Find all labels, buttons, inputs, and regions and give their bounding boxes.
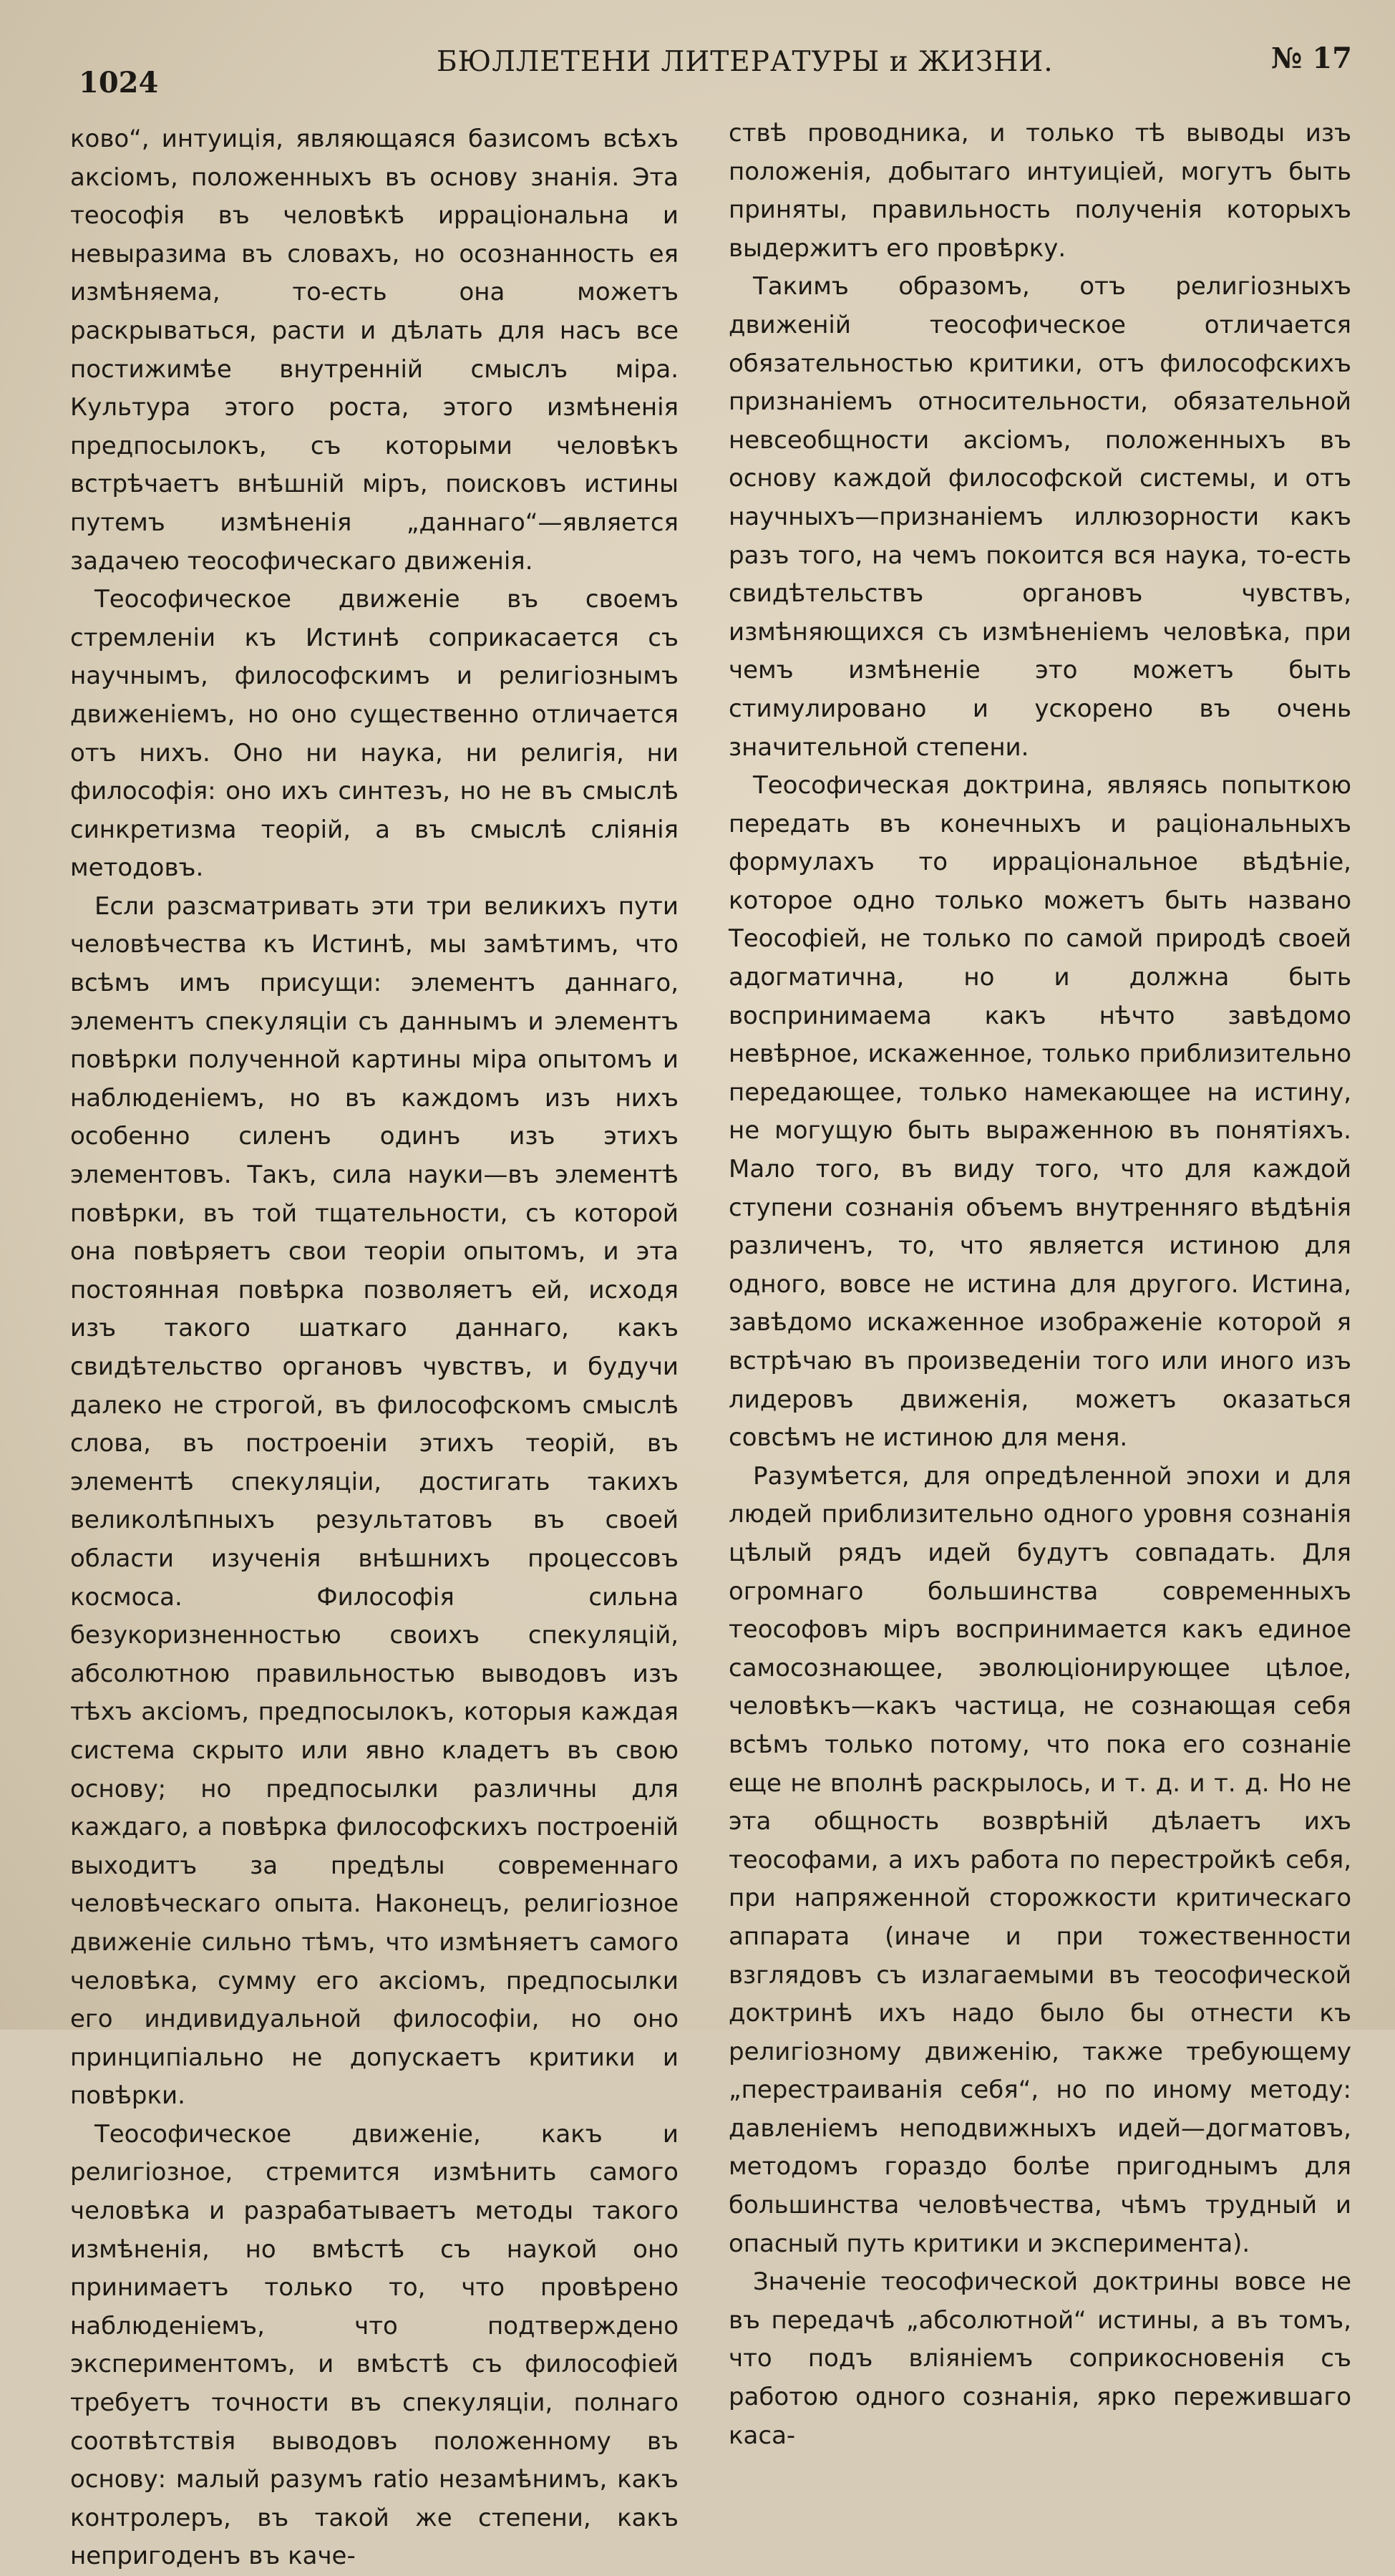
running-title: БЮЛЛЕТЕНИ ЛИТЕРАТУРЫ и ЖИЗНИ. <box>437 46 1054 78</box>
page-header <box>79 37 1352 100</box>
paragraph: Теософическое движеніе, какъ и религіозное, стремится измѣнить самого человѣка и разрабатываетъ методы такого измѣненія, но вмѣстѣ съ наукой оно принимаетъ только то, что провѣрено наблюденіемъ, что подтверждено экспериментомъ, и вмѣстѣ съ философіей требуетъ точности въ спекуляціи, полнаго соотвѣтствія выводовъ положенному въ основу: малый разумъ ratio незамѣнимъ, какъ контролеръ, въ такой же степени, какъ непригоденъ въ каче- <box>70 2119 679 2571</box>
paragraph: Такимъ образомъ, отъ религіозныхъ движеній теософическое отличается обязательностью критики, отъ философскихъ признаніемъ относительности, обязательной невсеобщности аксіомъ, положенныхъ въ основу каждой философской системы, и отъ научныхъ—признаніемъ иллюзорности какъ разъ того, на чемъ покоится вся наука, то-есть свидѣтельствъ органовъ чувствъ, измѣняющихся съ измѣненіемъ человѣка, при чемъ измѣненіе это можетъ быть стимулировано и ускорено въ очень значительной степени. <box>729 272 1351 762</box>
issue-number: № 17 <box>1270 42 1352 75</box>
paragraph: Если разсматривать эти три великихъ пути человѣчества къ Истинѣ, мы замѣтимъ, что всѣмъ имъ присущи: элементъ даннаго, элементъ спекуляціи съ даннымъ и элементъ повѣрки полученной картины міра опытомъ и наблюденіемъ, но въ каждомъ изъ нихъ особенно силенъ одинъ изъ этихъ элементовъ. Такъ, сила науки—въ элементѣ повѣрки, въ той тщательности, съ которой она повѣряетъ свои теоріи опытомъ, и эта постоянная повѣрка позволяетъ ей, исходя изъ такого шаткаго даннаго, какъ свидѣтельство органовъ чувствъ, и будучи далеко не строгой, въ философскомъ смыслѣ слова, въ построеніи этихъ теорій, въ элементѣ спекуляціи, достигать такихъ великолѣпныхъ результатовъ въ своей области изученія внѣшнихъ процессовъ космоса. Философія сильна безукоризненностью своихъ спекуляцій, абсолютною правильностью выводовъ изъ тѣхъ аксіомъ, предпосылокъ, которыя каждая система скрыто или явно кладетъ въ свою основу; но предпосылки различны для каждаго, а повѣрка философскихъ построеній выходитъ за предѣлы современнаго человѣческаго опыта. Наконецъ, религіозное движеніе сильно тѣмъ, что измѣняетъ самого человѣка, сумму его аксіомъ, предпосылки его индивидуальной философіи, но оно принципіально не допускаетъ критики и повѣрки. <box>70 891 679 2111</box>
page-number: 1024 <box>79 66 159 100</box>
paragraph: Теософическая доктрина, являясь попыткою передать въ конечныхъ и раціональныхъ формулахъ то ирраціональное вѣдѣніе, которое одно только можетъ быть названо Теософіей, не только по самой природѣ своей адогматична, но и должна быть воспринимаема какъ нѣчто завѣдомо невѣрное, искаженное, только приблизительно передающее, только намекающее на истину, не могущую быть выраженною въ понятіяхъ. Мало того, въ виду того, что для каждой ступени сознанія объемъ внутренняго вѣдѣнія различенъ, то, что является истиною для одного, вовсе не истина для другого. Истина, завѣдомо искаженное изображеніе которой я встрѣчаю въ произведеніи того или иного изъ лидеровъ движенія, можетъ оказаться совсѣмъ не истиною для меня. <box>729 771 1351 1453</box>
paragraph: Теософическое движеніе въ своемъ стремленіи къ Истинѣ соприкасается съ научнымъ, философскимъ и религіознымъ движеніемъ, но оно существенно отличается отъ нихъ. Оно ни наука, ни религія, ни философія: оно ихъ синтезъ, но не въ смыслѣ синкретизма теорій, а въ смыслѣ сліянія методовъ. <box>70 585 679 883</box>
paragraph: Значеніе теософической доктрины вовсе не въ передачѣ „абсолютной“ истины, а въ томъ, что подъ вліяніемъ соприкосновенія съ работою одного сознанія, ярко пережившаго каса- <box>729 2267 1351 2450</box>
paragraph: Разумѣется, для опредѣленной эпохи и для людей приблизительно одного уровня сознанія цѣлый рядъ идей будутъ совпадать. Для огромнаго большинства современныхъ теософовъ міръ воспринимается какъ единое самосознающее, эволюціонирующее цѣлое, человѣкъ—какъ частица, не сознающая себя всѣмъ только потому, что пока его сознаніе еще не вполнѣ раскрылось, и т. д. и т. д. Но не эта общность возврѣній дѣлаетъ ихъ теософами, а ихъ работа по перестройкѣ себя, при напряженной сторожкости критическаго аппарата (иначе и при тожественности взглядовъ съ излагаемыми въ теософической доктринѣ ихъ надо было бы отнести къ религіозному движенію, также требующему „перестраиванія себя“, но по иному методу: давленіемъ неподвижныхъ идей—догматовъ, методомъ гораздо болѣе пригоднымъ для большинства человѣчества, чѣмъ трудный и опасный путь критики и эксперимента). <box>729 1461 1351 2258</box>
left-column <box>70 120 679 2576</box>
right-column <box>729 115 1351 2455</box>
paragraph: ково“, интуиція, являющаяся базисомъ всѣхъ аксіомъ, положенныхъ въ основу знанія. Эта теософія въ человѣкѣ ирраціональна и невыразима въ словахъ, но осознанность ея измѣняема, то-есть она можетъ раскрываться, расти и дѣлать для насъ все постижимѣе внутренній смыслъ міра. Культура этого роста, этого измѣненія предпосылокъ, съ которыми человѣкъ встрѣчаетъ внѣшній міръ, поисковъ истины путемъ измѣненія „даннаго“—является задачею теософическаго движенія. <box>70 125 679 576</box>
paragraph: ствѣ проводника, и только тѣ выводы изъ положенія, добытаго интуиціей, могутъ быть приняты, правильность полученія которыхъ выдержитъ его провѣрку. <box>729 119 1351 263</box>
